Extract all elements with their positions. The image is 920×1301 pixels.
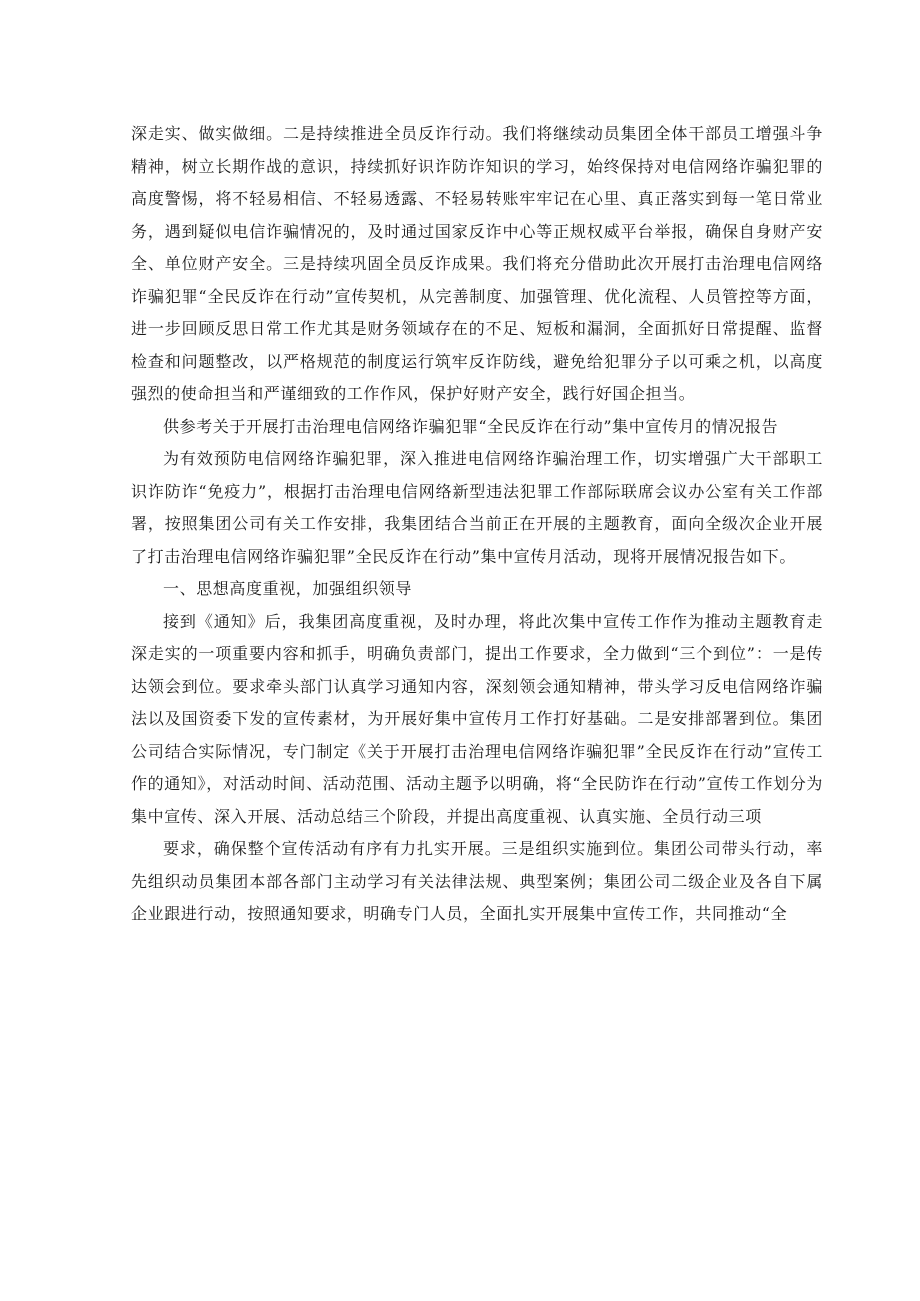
section-heading-1: 一、思想高度重视，加强组织领导	[163, 579, 413, 598]
paragraph-intro: 为有效预防电信网络诈骗犯罪，深入推进电信网络诈骗治理工作，切实增强广大干部职工识诈防诈“免疫力”，根据打击治理电信网络新型违法犯罪工作部际联席会议办公室有关工作部署，按照集团公司有关工作安排，我集团结合当前正在开展的主题教育，面向全级次企业开展了打击治理电信网络诈骗犯罪”全民反诈在行动”集中宣传月活动，现将开展情况报告如下。	[131, 449, 823, 566]
paragraph-continuation: 深走实、做实做细。二是持续推进全员反诈行动。我们将继续动员集团全体干部员工增强斗争精神，树立长期作战的意识，持续抓好识诈防诈知识的学习，始终保持对电信网络诈骗犯罪的高度警惕，将不轻易相信、不轻易透露、不轻易转账牢牢记在心里、真正落实到每一笔日常业务，遇到疑似电信诈骗情况的，及时通过国家反诈中心等正规权威平台举报，确保自身财产安全、单位财产安全。三是持续巩固全员反诈成果。我们将充分借助此次开展打击治理电信网络诈骗犯罪“全民反诈在行动”宣传契机，从完善制度、加强管理、优化流程、人员管控等方面，进一步回顾反思日常工作尤其是财务领域存在的不足、短板和漏洞，全面抓好日常提醒、监督检查和问题整改，以严格规范的制度运行筑牢反诈防线，避免给犯罪分子以可乘之机，以高度强烈的使命担当和严谨细致的工作作风，保护好财产安全，践行好国企担当。	[131, 124, 823, 403]
document-body	[131, 118, 823, 931]
report-title: 供参考关于开展打击治理电信网络诈骗犯罪“全民反诈在行动”集中宣传月的情况报告	[163, 416, 779, 436]
paragraph-section1-body: 接到《通知》后，我集团高度重视，及时办理，将此次集中宣传工作作为推动主题教育走深走实的一项重要内容和抓手，明确负责部门，提出工作要求，全力做到“三个到位”：一是传达领会到位。要求牵头部门认真学习通知内容，深刻领会通知精神，带头学习反电信网络诈骗法以及国资委下发的宣传素材，为开展好集中宣传月工作打好基础。二是安排部署到位。集团公司结合实际情况，专门制定《关于开展打击治理电信网络诈骗犯罪”全民反诈在行动”宣传工作的通知》，对活动时间、活动范围、活动主题予以明确，将“全民防诈在行动”宣传工作划分为集中宣传、深入开展、活动总结三个阶段，并提出高度重视、认真实施、全员行动三项	[131, 611, 823, 826]
paragraph-section1-continued: 要求，确保整个宣传活动有序有力扎实开展。三是组织实施到位。集团公司带头行动，率先组织动员集团本部各部门主动学习有关法律法规、典型案例；集团公司二级企业及各自下属企业跟进行动，按照通知要求，明确专门人员，全面扎实开展集中宣传工作，共同推动“全	[131, 839, 823, 923]
